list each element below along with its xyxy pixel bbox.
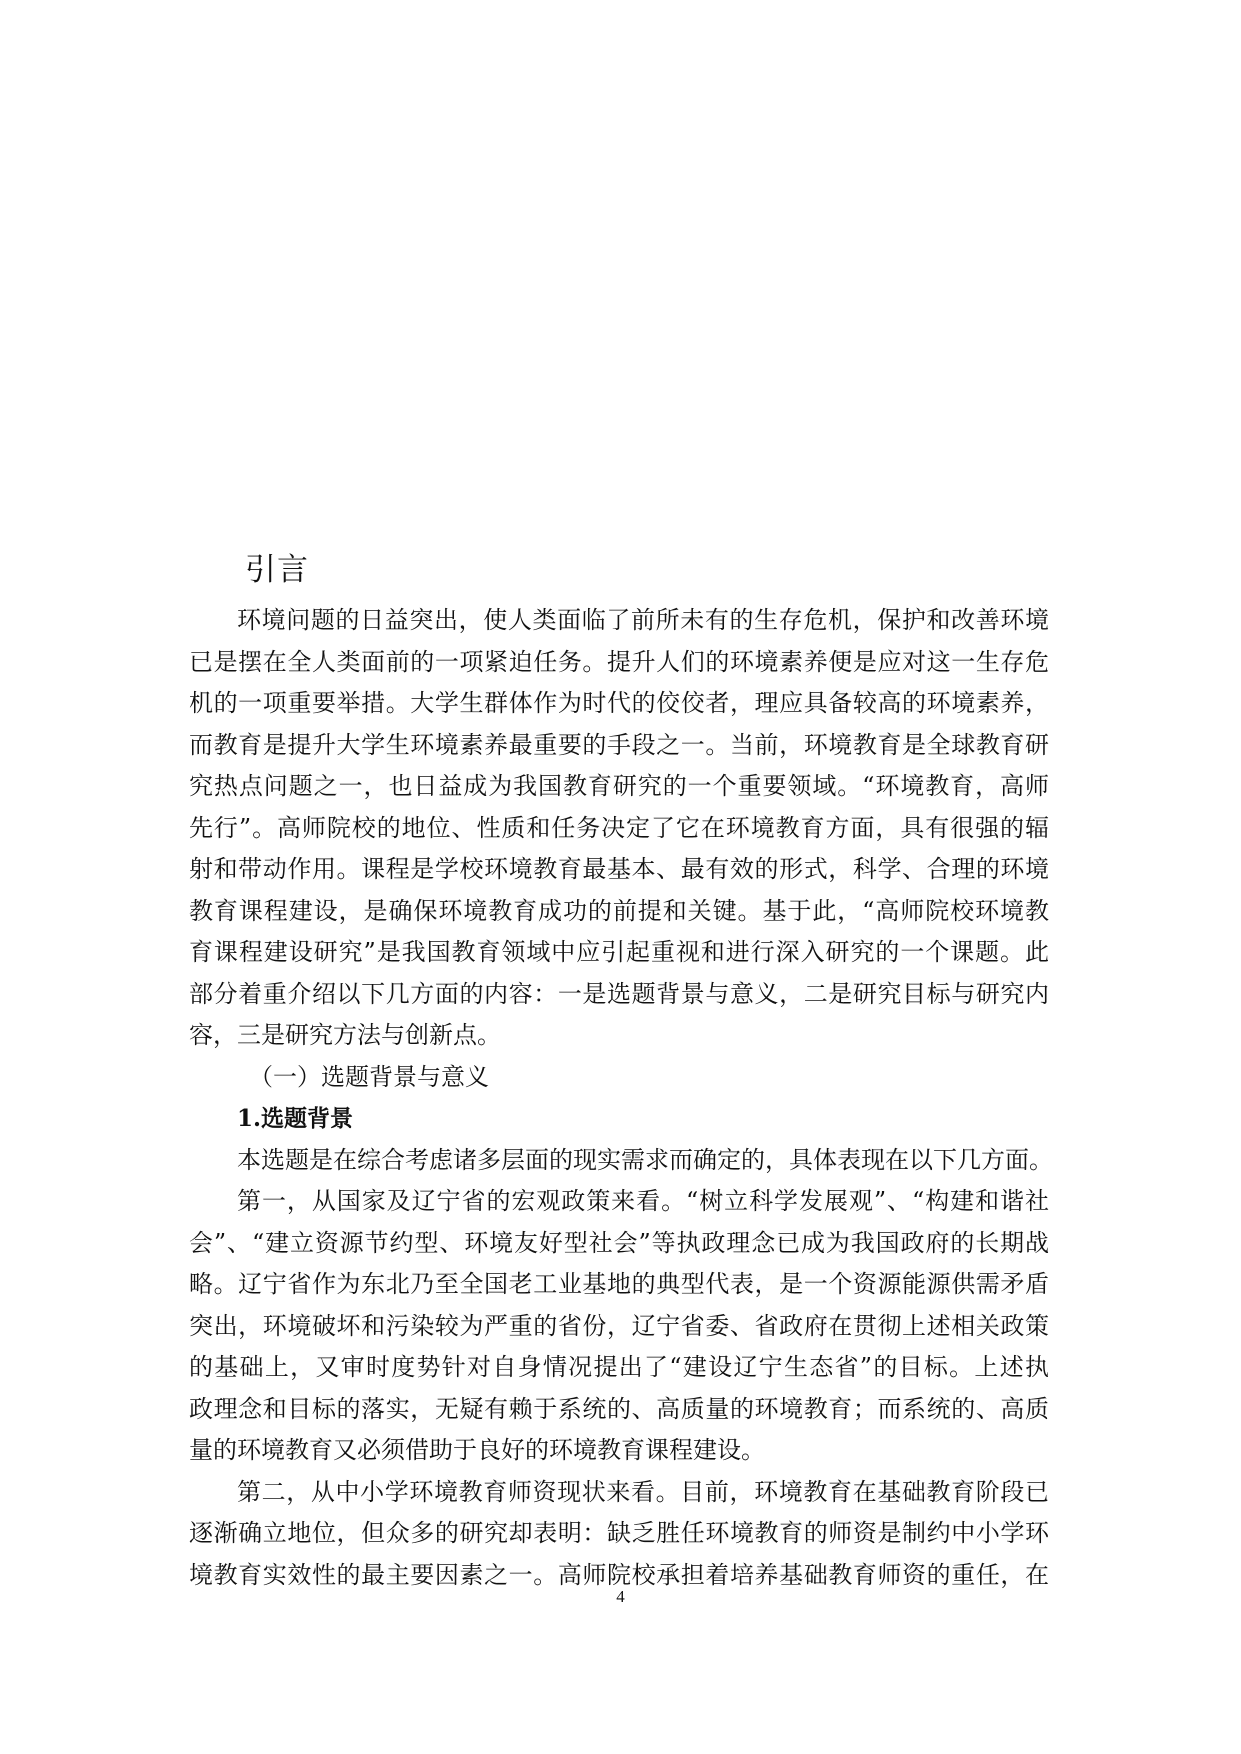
paragraph-line: 先行”。高师院校的地位、性质和任务决定了它在环境教育方面，具有很强的辐 [189, 813, 1049, 842]
paragraph-line: 的基础上，又审时度势针对自身情况提出了“建设辽宁生态省”的目标。上述执 [189, 1353, 1049, 1381]
paragraph-line: 已是摆在全人类面前的一项紧迫任务。提升人们的环境素养便是应对这一生存危 [189, 647, 1049, 676]
paragraph-line: 部分着重介绍以下几方面的内容：一是选题背景与意义，二是研究目标与研究内 [189, 979, 1049, 1008]
paragraph-line: 第二，从中小学环境教育师资现状来看。目前，环境教育在基础教育阶段已 [237, 1477, 1049, 1506]
paragraph-line: 育课程建设研究”是我国教育领域中应引起重视和进行深入研究的一个课题。此 [189, 938, 1049, 966]
paragraph-line: 略。辽宁省作为东北乃至全国老工业基地的典型代表，是一个资源能源供需矛盾 [189, 1270, 1049, 1298]
paragraph-line: 境教育实效性的最主要因素之一。高师院校承担着培养基础教育师资的重任，在 [189, 1560, 1049, 1589]
paragraph-line: 环境问题的日益突出，使人类面临了前所未有的生存危机，保护和改善环境 [237, 606, 1049, 634]
body-text [189, 600, 1053, 1596]
paragraph-line: 会”、“建立资源节约型、环境友好型社会”等执政理念已成为我国政府的长期战 [189, 1228, 1049, 1257]
paragraph-line: 容，三是研究方法与创新点。 [189, 1021, 501, 1049]
paragraph-line: 逐渐确立地位，但众多的研究却表明：缺乏胜任环境教育的师资是制约中小学环 [189, 1519, 1049, 1547]
paragraph-line: 第一，从国家及辽宁省的宏观政策来看。“树立科学发展观”、“构建和谐社 [237, 1187, 1049, 1215]
paragraph-line: 射和带动作用。课程是学校环境教育最基本、最有效的形式，科学、合理的环境 [189, 855, 1049, 883]
paragraph-line: 本选题是在综合考虑诸多层面的现实需求而确定的，具体表现在以下几方面。 [237, 1145, 1053, 1174]
section-heading: （一）选题背景与意义 [249, 1062, 489, 1091]
paragraph-line: 突出，环境破坏和污染较为严重的省份，辽宁省委、省政府在贯彻上述相关政策 [189, 1311, 1049, 1340]
paragraph-line: 量的环境教育又必须借助于良好的环境教育课程建设。 [189, 1436, 765, 1464]
paragraph-line: 政理念和目标的落实，无疑有赖于系统的、高质量的环境教育；而系统的、高质 [189, 1394, 1049, 1423]
paragraph-line: 而教育是提升大学生环境素养最重要的手段之一。当前，环境教育是全球教育研 [189, 730, 1049, 759]
page-title: 引言 [245, 552, 309, 588]
paragraph-line: 教育课程建设，是确保环境教育成功的前提和关键。基于此，“高师院校环境教 [189, 896, 1049, 925]
subsection-heading: 1.选题背景 [237, 1105, 354, 1132]
paragraph-line: 究热点问题之一，也日益成为我国教育研究的一个重要领域。“环境教育，高师 [189, 772, 1049, 800]
paragraph-line: 机的一项重要举措。大学生群体作为时代的佼佼者，理应具备较高的环境素养， [189, 689, 1049, 717]
page-number: 4 [616, 1587, 625, 1606]
